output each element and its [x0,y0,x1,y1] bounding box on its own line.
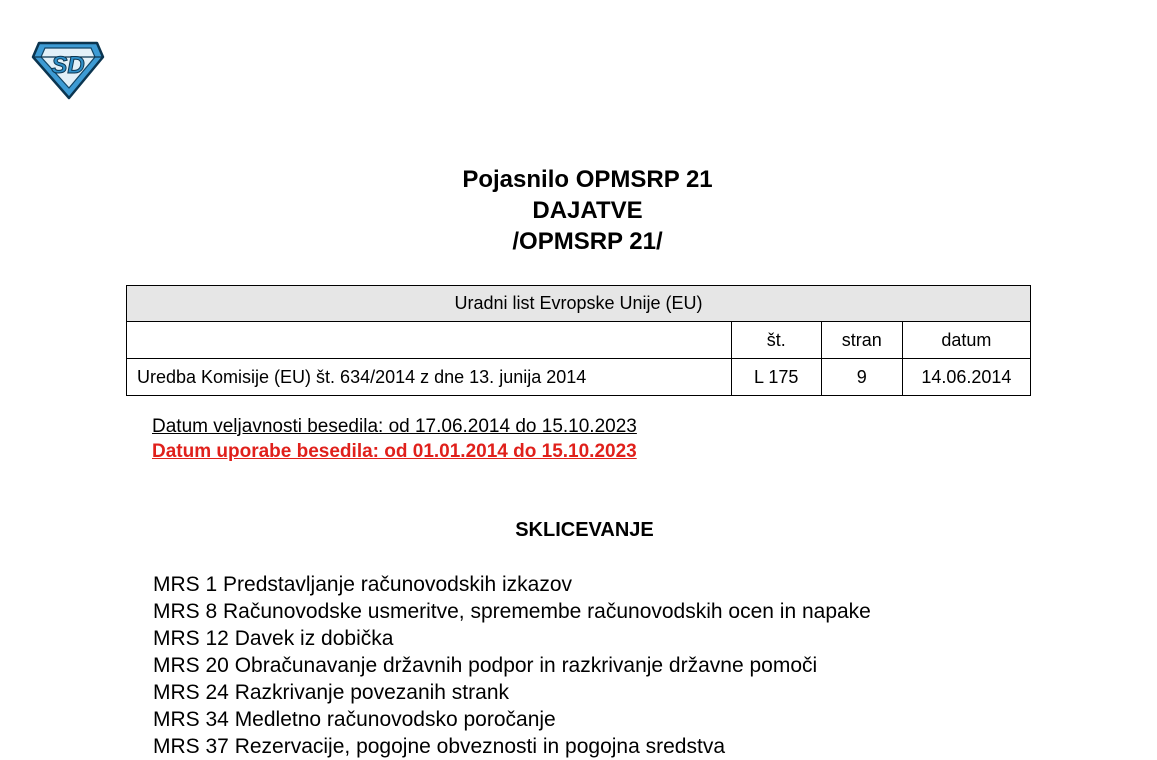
official-journal-table [126,285,1031,396]
title-line-2: DAJATVE [532,197,643,224]
cell-stran: 9 [821,359,902,396]
cell-datum: 14.06.2014 [902,359,1030,396]
logo-text: SD [51,52,85,79]
column-header-st: št. [731,322,821,359]
sd-diamond-logo-icon [31,40,105,100]
title-line-1: Pojasnilo OPMSRP 21 [462,166,713,193]
column-header-stran: stran [821,322,902,359]
list-item: MRS 34 Medletno računovodsko poročanje [153,708,556,731]
cell-st: L 175 [731,359,821,396]
validity-block [152,414,637,464]
table-column-row [127,322,1031,359]
table-row [127,359,1031,396]
document-title [0,164,1157,257]
logo [31,40,105,100]
references-list [153,571,871,760]
table-header-row [127,286,1031,322]
cell-regulation: Uredba Komisije (EU) št. 634/2014 z dne 13. junija 2014 [127,359,732,396]
list-item: MRS 1 Predstavljanje računovodskih izkazov [153,573,573,596]
table-header: Uradni list Evropske Unije (EU) [127,286,1031,322]
list-item: MRS 20 Obračunavanje državnih podpor in razkrivanje državne pomoči [153,654,818,677]
list-item: MRS 12 Davek iz dobička [153,627,394,650]
title-line-3: /OPMSRP 21/ [512,228,663,255]
list-item: MRS 37 Rezervacije, pogojne obveznosti in pogojna sredstva [153,735,725,758]
list-item: MRS 24 Razkrivanje povezanih strank [153,681,509,704]
column-header-datum: datum [902,322,1030,359]
text-validity-date: Datum veljavnosti besedila: od 17.06.2014 do 15.10.2023 [152,416,637,437]
list-item: MRS 8 Računovodske usmeritve, spremembe računovodskih ocen in napake [153,600,871,623]
column-header-empty [127,322,732,359]
use-validity-date: Datum uporabe besedila: od 01.01.2014 do 15.10.2023 [152,441,637,462]
references-heading: SKLICEVANJE [515,519,654,541]
